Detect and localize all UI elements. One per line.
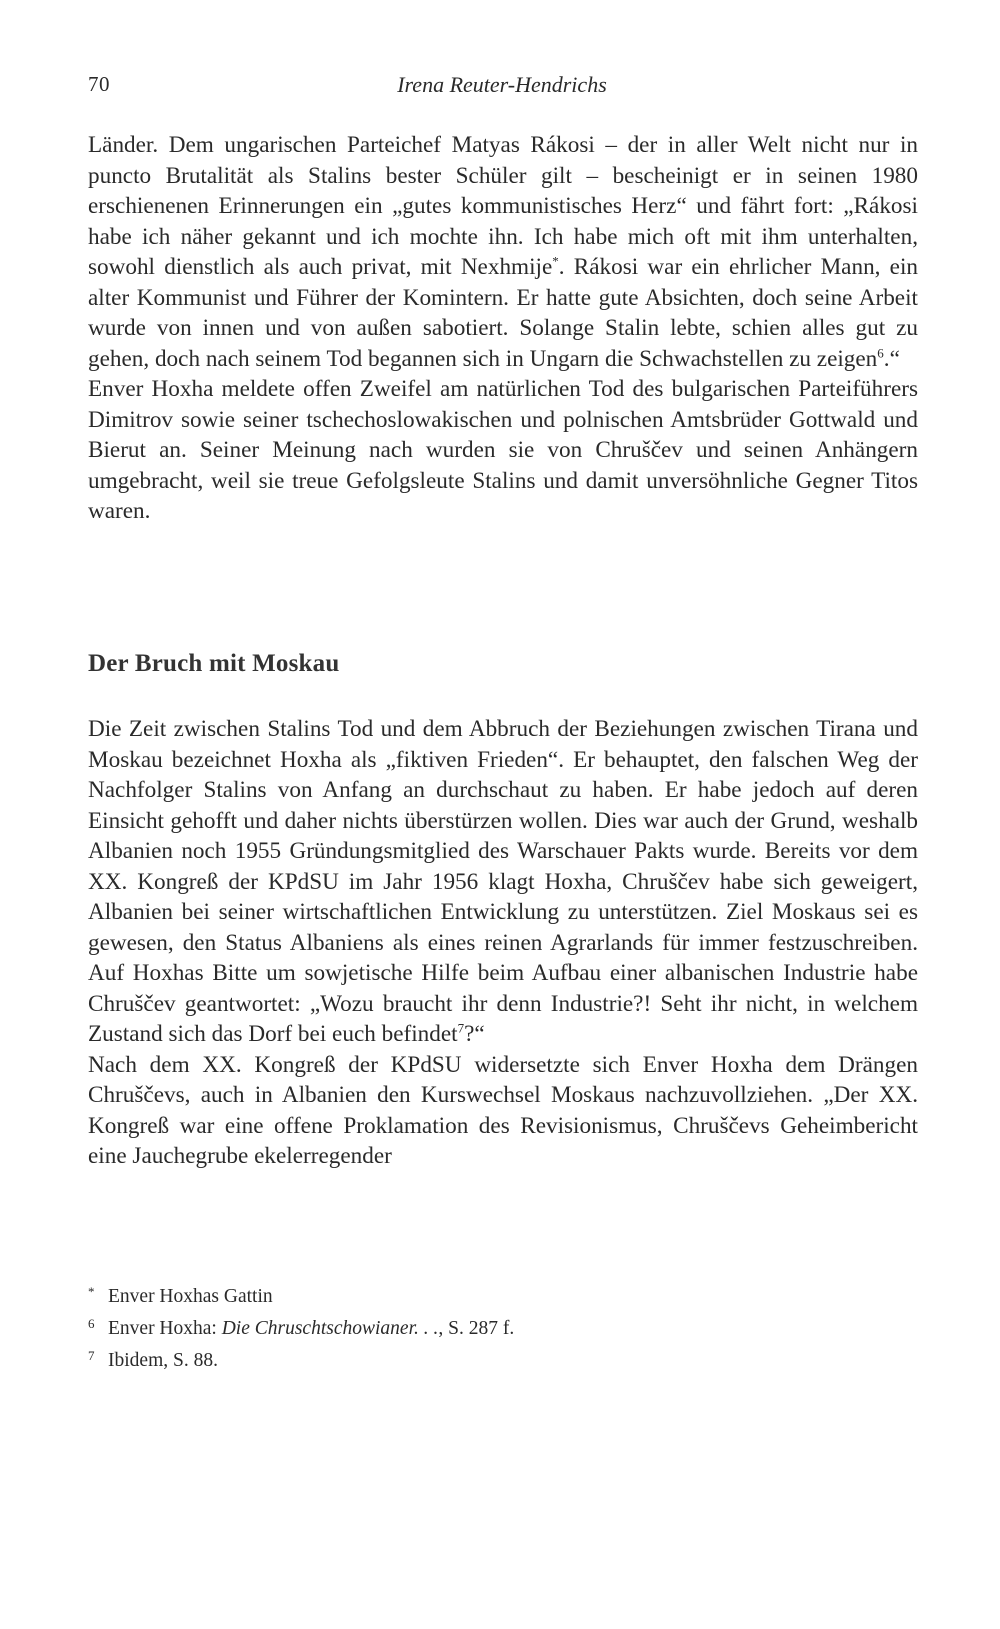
footnotes	[88, 1278, 888, 1374]
body-text-before-heading	[88, 130, 918, 527]
footnote	[88, 1342, 888, 1374]
footnote-mark: *	[88, 1284, 95, 1299]
italic-title: Die Chruschtschowianer. . .	[221, 1318, 439, 1339]
text-run: Enver Hoxhas Gattin	[108, 1286, 273, 1307]
text-run: .“	[883, 345, 900, 372]
section-heading: Der Bruch mit Moskau	[88, 650, 340, 677]
footnote	[88, 1310, 888, 1342]
text-run: Enver Hoxha:	[108, 1318, 222, 1339]
footnote-reference: 7	[457, 1020, 465, 1036]
text-run: Ibidem, S. 88.	[108, 1350, 218, 1371]
footnote-mark: 7	[88, 1348, 95, 1363]
text-run: , S. 287 f.	[438, 1318, 515, 1339]
text-run: Nach dem XX. Kongreß der KPdSU widersetzte sich Enver Hoxha dem Drängen Chruščevs, auch in Albanien den Kurswechsel Moskaus nachzuvollziehen. „Der XX. Kongreß war eine offene Proklamation des Revisionismus, Chruščevs Geheimbericht eine Jauchegrube ekelerregender	[88, 1051, 918, 1169]
text-run: ?“	[464, 1021, 485, 1047]
paragraph	[88, 130, 918, 374]
text-run: Die Zeit zwischen Stalins Tod und dem Abbruch der Beziehungen zwischen Tirana und Moskau bezeichnet Hoxha als „fiktiven Frieden“. Er behauptet, den falschen Weg der Nachfolger Stalins von Anfang an durchschaut zu haben. Er habe jedoch auf deren Einsicht gehofft und daher nichts überstürzen wollen. Dies war auch der Grund, weshalb Albanien noch 1955 Gründungsmitglied des Warschauer Pakts wurde. Bereits vor dem XX. Kongreß der KPdSU im Jahr 1956 klagt Hoxha, Chruščev habe sich geweigert, Albanien bei seiner wirtschaftlichen Entwicklung zu unterstützen. Ziel Moskaus sei es gewesen, den Status Albaniens als eines reinen Agrarlands für immer festzuschreiben. Auf Hoxhas Bitte um sowjetische Hilfe beim Aufbau einer albanischen Industrie habe Chruščev geantwortet: „Wozu braucht ihr denn Industrie?! Seht ihr nicht, in welchem Zustand sich das Dorf bei euch befindet	[88, 716, 918, 1047]
text-run: Länder. Dem ungarischen Parteichef Matyas Rákosi – der in aller Welt nicht nur in puncto Brutalität als Stalins bester Schüler gilt – bescheinigt er in seinen 1980 erschienenen Erinnerungen ein „gutes kommunistisches Herz“ und fährt fort: „Rákosi habe ich näher gekannt und ich mochte ihn. Ich habe mich oft mit ihm unterhalten, sowohl dienstlich als auch privat, mit Nexhmije	[88, 132, 918, 280]
footnote-mark: 6	[88, 1316, 95, 1331]
text-run: . Rákosi war ein ehrlicher Mann, ein alter Kommunist und Führer der Komintern. Er hatte gute Absichten, doch seine Arbeit wurde von innen und von außen sabotiert. Solange Stalin lebte, schien alles gut zu gehen, doch nach seinem Tod begannen sich in Ungarn die Schwachstellen zu zeigen	[88, 254, 919, 372]
body-text-after-heading	[88, 714, 918, 1172]
footnote-reference: *	[552, 253, 559, 269]
paragraph	[88, 374, 918, 527]
text-run: Enver Hoxha meldete offen Zweifel am natürlichen Tod des bulgarischen Parteiführers Dimitrov sowie seiner tschechoslowakischen und polnischen Amtsbrüder Gottwald und Bierut an. Seiner Meinung nach wurden sie von Chruščev und seinen Anhängern umgebracht, weil sie treue Gefolgsleute Stalins und damit unversöhnliche Gegner Titos waren.	[88, 376, 918, 524]
running-title: Irena Reuter-Hendrichs	[397, 72, 607, 97]
running-head	[88, 72, 916, 108]
paragraph	[88, 1050, 918, 1172]
page-number: 70	[88, 72, 110, 96]
footnote	[88, 1278, 888, 1310]
paragraph	[88, 714, 918, 1050]
footnote-reference: 6	[877, 344, 884, 360]
